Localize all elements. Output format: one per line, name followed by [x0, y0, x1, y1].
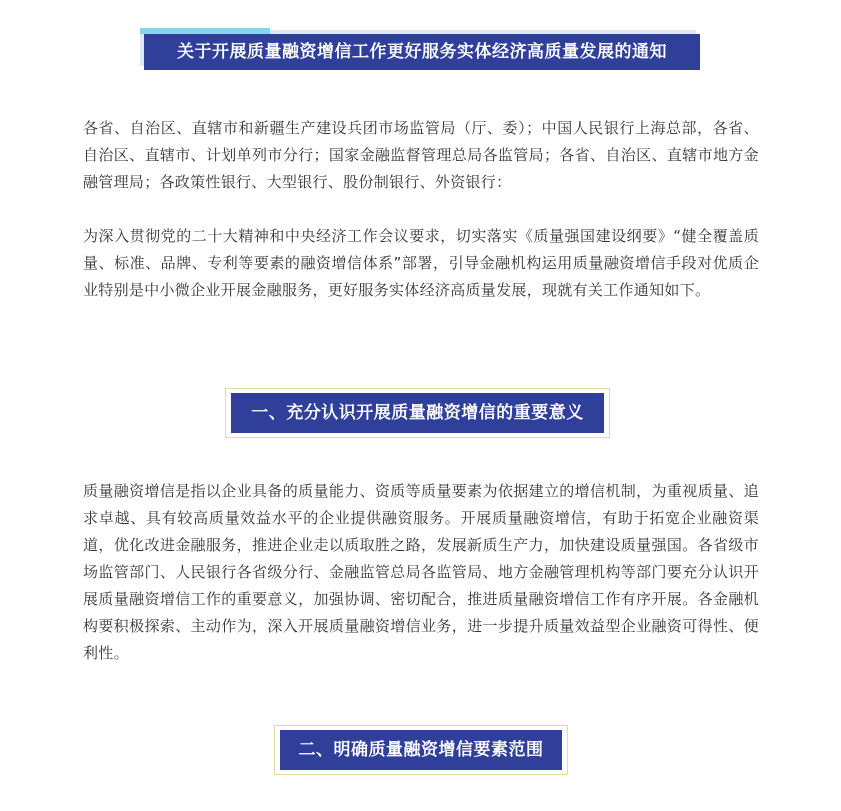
document-title: 关于开展质量融资增信工作更好服务实体经济高质量发展的通知: [177, 42, 667, 62]
section-2-heading-box: [280, 730, 562, 770]
section-2-heading: 二、明确质量融资增信要素范围: [298, 740, 544, 760]
addressees-paragraph: 各省、自治区、直辖市和新疆生产建设兵团市场监管局（厅、委）；中国人民银行上海总部，各省、自治区、直辖市、计划单列市分行；国家金融监督管理总局各监管局；各省、自治区、直辖市地方金融管理局；各政策性银行、大型银行、股份制银行、外资银行：: [83, 119, 759, 191]
section-1-heading: 一、充分认识开展质量融资增信的重要意义: [251, 403, 584, 423]
document-title-banner: [144, 34, 700, 70]
section-1-body: 质量融资增信是指以企业具备的质量能力、资质等质量要素为依据建立的增信机制，为重视质量、追求卓越、具有较高质量效益水平的企业提供融资服务。开展质量融资增信，有助于拓宽企业融资渠道，优化改进金融服务，推进企业走以质取胜之路，发展新质生产力，加快建设质量强国。各省级市场监管部门、人民银行各省级分行、金融监管总局各监管局、地方金融管理机构等部门要充分认识开展质量融资增信工作的重要意义，加强协调、密切配合，推进质量融资增信工作有序开展。各金融机构要积极探索、主动作为，深入开展质量融资增信业务，进一步提升质量效益型企业融资可得性、便利性。: [83, 482, 759, 662]
section-1-heading-box: [231, 393, 604, 433]
title-accent-bar: [140, 28, 270, 34]
intro-paragraph: 为深入贯彻党的二十大精神和中央经济工作会议要求，切实落实《质量强国建设纲要》“健全覆盖质量、标准、品牌、专利等要素的融资增信体系”部署，引导金融机构运用质量融资增信手段对优质企业特别是中小微企业开展金融服务，更好服务实体经济高质量发展，现就有关工作通知如下。: [83, 227, 759, 299]
